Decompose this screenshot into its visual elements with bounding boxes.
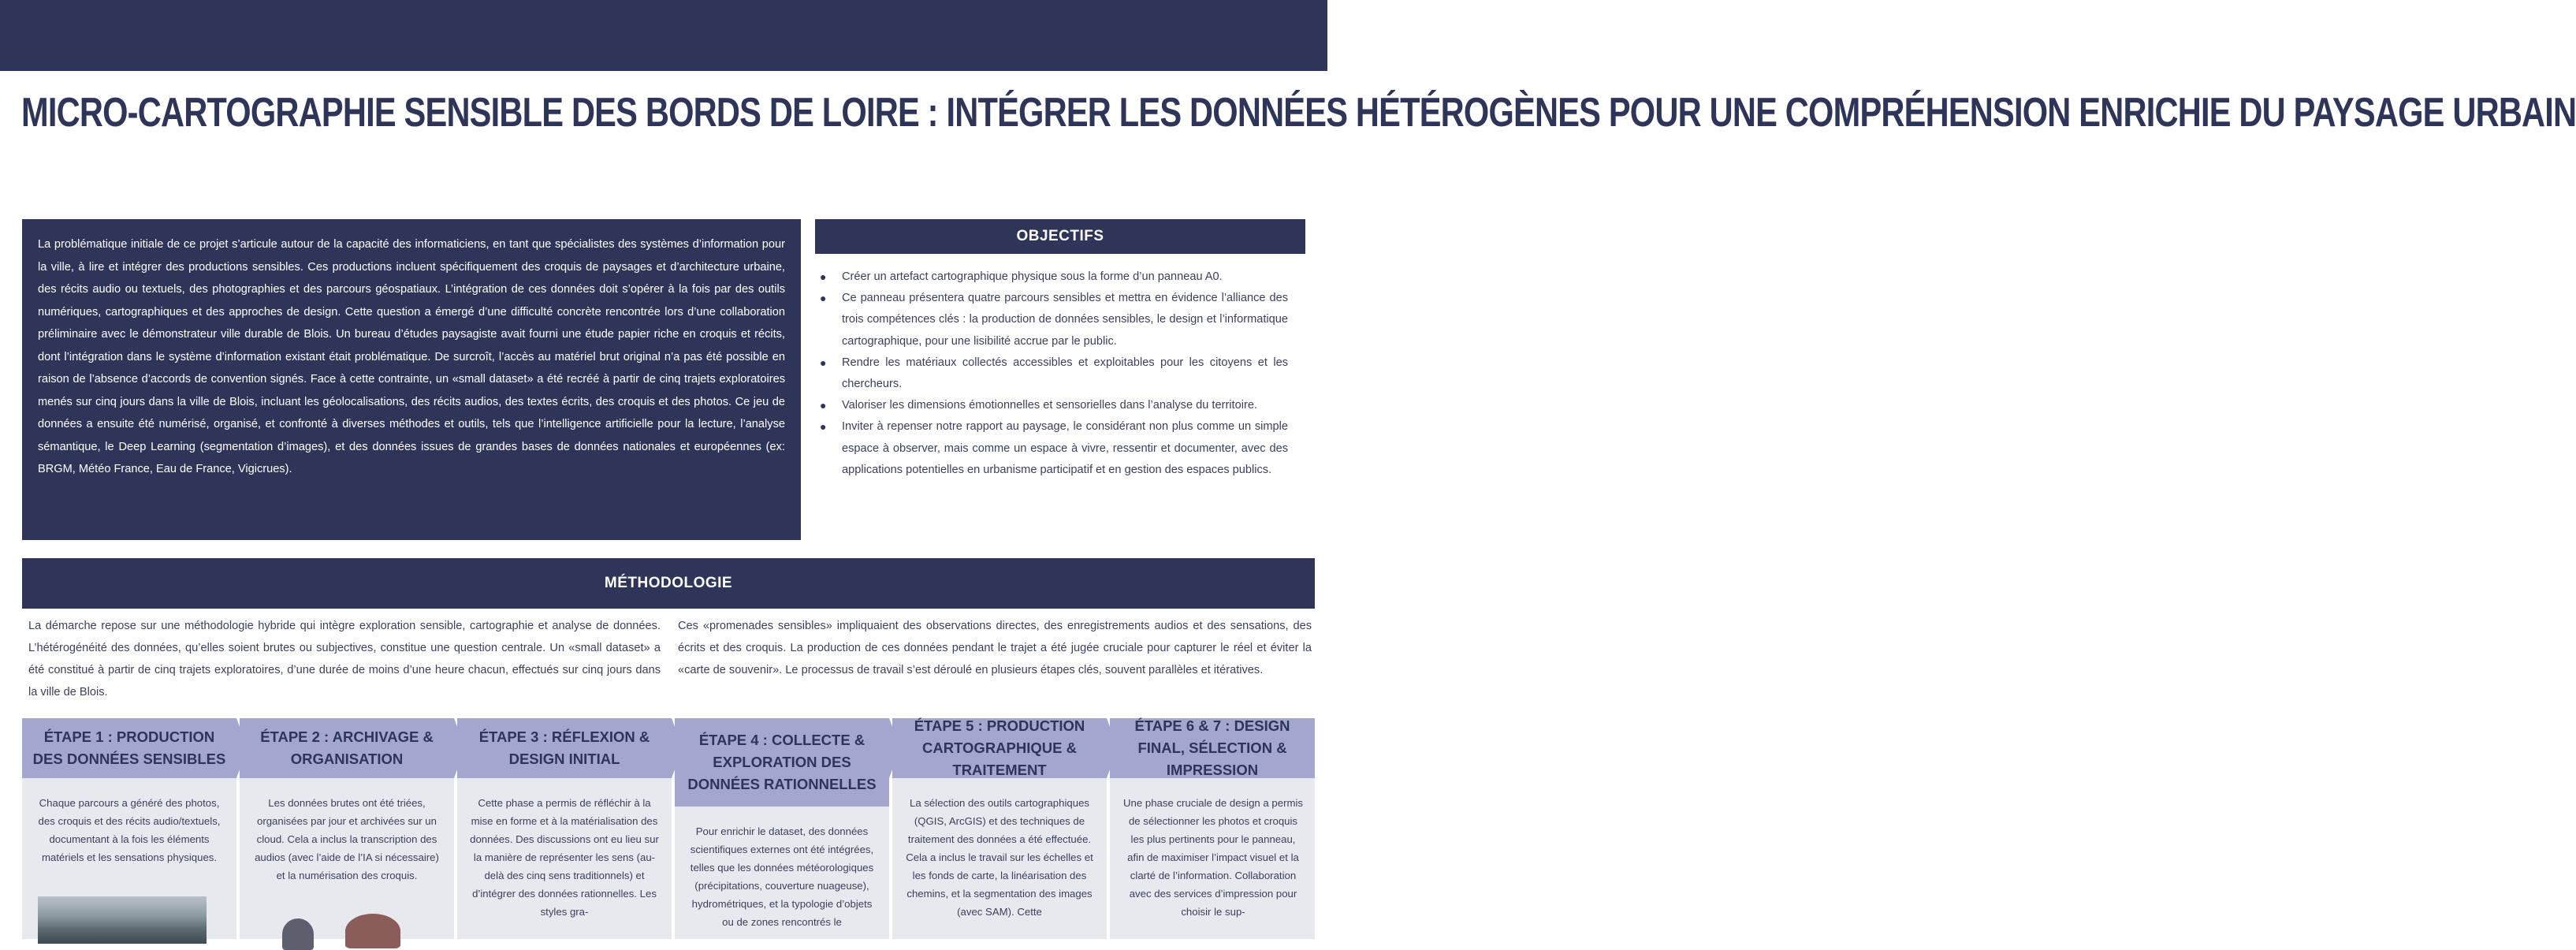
step-title: ÉTAPE 6 & 7 : DESIGN FINAL, SÉLECTION & IMPRESSION [1110,718,1315,778]
top-banner [0,0,1327,71]
list-item: ● Rendre les matériaux collectés accessibles et exploitables pour les citoyens et les chercheurs. [815,352,1288,395]
step-card-1 [22,718,236,939]
step-card-6 [1110,718,1315,939]
list-item: ● Valoriser les dimensions émotionnelles et sensorielles dans l’analyse du territoire. [815,395,1288,416]
step-card-3 [457,718,672,939]
list-item: ● Créer un artefact cartographique physique sous la forme d’un panneau A0. [815,266,1288,288]
steps-row [22,718,1315,939]
step-text: La sélection des outils cartographiques (QGIS, ArcGIS) et des techniques de traitement des données a été effectuée. Cela a inclus le travail sur les échelles et les fonds de carte, la linéarisation des chemins, et la segmentation des images (avec SAM). Cette [906,797,1093,918]
methodologie-heading: MÉTHODOLOGIE [22,558,1315,609]
list-item: ● Inviter à repenser notre rapport au paysage, le considérant non plus comme un simple espace à observer, mais comme un espace à vivre, ressentir et documenter, avec des applications potentielles en urbanisme participatif et en gestion des espaces publics. [815,416,1288,481]
step-card-2 [240,718,454,939]
poster-title: MICRO-CARTOGRAPHIE SENSIBLE DES BORDS DE LOIRE : INTÉGRER LES DONNÉES HÉTÉROGÈNES POUR UNE COMPRÉHENSION ENRICHIE DU PAYSAGE URBAIN [21,90,2576,136]
bullet-icon: ● [820,270,827,283]
step-text: Les données brutes ont été triées, organisées par jour et archivées sur un cloud. Cela a inclus la transcription des audios (avec l’aide de l’IA si nécessaire) et la numérisation des croquis. [255,797,439,881]
bullet-icon: ● [820,292,827,305]
objectifs-heading: OBJECTIFS [815,219,1305,254]
intro-panel [22,219,801,540]
step-card-4 [675,718,889,939]
step-title: ÉTAPE 2 : ARCHIVAGE & ORGANISATION [240,718,454,778]
list-item: ● Ce panneau présentera quatre parcours sensibles et mettra en évidence l’alliance des trois compétences clés : la production de données sensibles, le design et l’informatique cartographique, pour une lisibilité accrue par le public. [815,288,1288,352]
step-title: ÉTAPE 4 : COLLECTE & EXPLORATION DES DONNÉES RATIONNELLES [675,718,889,807]
intro-text: La problématique initiale de ce projet s’articule autour de la capacité des informaticiens, en tant que spécialistes des systèmes d’information pour la ville, à lire et intégrer des productions sensibles. Ces productions incluent spécifiquement des croquis de paysages et d’architecture urbaine, des récits audio ou textuels, des photographies et des parcours géospatiaux. L’intégration de ces données doit s’opérer à la fois par des outils numériques, cartographiques et des approches de design. Cette question a émergé d’une difficulté concrète rencontrée lors d’une collaboration préliminaire avec le démonstrateur ville durable de Blois. Un bureau d’études paysagiste avait fourni une étude papier riche en croquis et récits, dont l’intégration dans le système d’information existant était problématique. De surcroît, l’accès au matériel brut original n’a pas été possible en raison de l’absence d’accords de convention signés. Face à cette contrainte, un «small dataset» a été recréé à partir de cinq trajets exploratoires menés sur cinq jours dans la ville de Blois, incluant les géolocalisations, des récits audios, des textes écrits, des croquis et des photos. Ce jeu de données a ensuite été numérisé, organisé, et confronté à diverses méthodes et outils, tels que l’intelligence artificielle pour la lecture, l’analyse sémantique, le Deep Learning (segmentation d’images), et des données issues de grandes bases de données nationales et européennes (ex: BRGM, Météo France, Eau de France, Vigicrues). [38,238,785,475]
loire-photo [38,896,207,944]
step-text: Pour enrichir le dataset, des données scientifiques externes ont été intégrées, telles que les données météorologiques (précipitations, couverture nuageuse), hydrométriques, et la typologie d’objets ou de zones rencontrés le [690,825,874,928]
step-title: ÉTAPE 3 : RÉFLEXION & DESIGN INITIAL [457,718,672,778]
sketch-image [266,907,416,947]
objectifs-list [815,266,1288,481]
bullet-icon: ● [820,356,827,369]
methodologie-left-text: La démarche repose sur une méthodologie hybride qui intègre exploration sensible, cartographie et analyse de données. L’hétérogénéité des données, qu’elles soient brutes ou subjectives, constitue une question centrale. Un «small dataset» a été constitué à partir de cinq trajets exploratoires, d’une durée de moins d’une heure chacun, effectués sur cinq jours dans la ville de Blois. [28,620,661,699]
methodologie-right-text: Ces «promenades sensibles» impliquaient des observations directes, des enregistrements audios et des sensations, des écrits et des croquis. La production de ces données pendant le trajet a été jugée cruciale pour capturer le réel et éviter la «carte de souvenir». Le processus de travail s’est déroulé en plusieurs étapes clés, souvent parallèles et itératives. [678,620,1312,676]
bullet-icon: ● [820,399,827,412]
step-text: Cette phase a permis de réfléchir à la mise en forme et à la matérialisation des données. Des discussions ont eu lieu sur la manière de représenter les sens (au-delà des cinq sens traditionnels) et d’intégrer des données rationnelles. Les styles gra- [470,797,659,918]
step-title: ÉTAPE 5 : PRODUCTION CARTOGRAPHIQUE & TRAITEMENT [892,718,1107,778]
step-text: Une phase cruciale de design a permis de sélectionner les photos et croquis les plus pertinents pour le panneau, afin de maximiser l’impact visuel et la clarté de l’information. Collaboration avec des services d’impression pour choisir le sup- [1123,797,1303,918]
bullet-icon: ● [820,420,827,434]
step-title: ÉTAPE 1 : PRODUCTION DES DONNÉES SENSIBLES [22,718,236,778]
step-text: Chaque parcours a généré des photos, des croquis et des récits audio/textuels, documentant à la fois les éléments matériels et les sensations physiques. [38,797,221,863]
step-card-5 [892,718,1107,939]
